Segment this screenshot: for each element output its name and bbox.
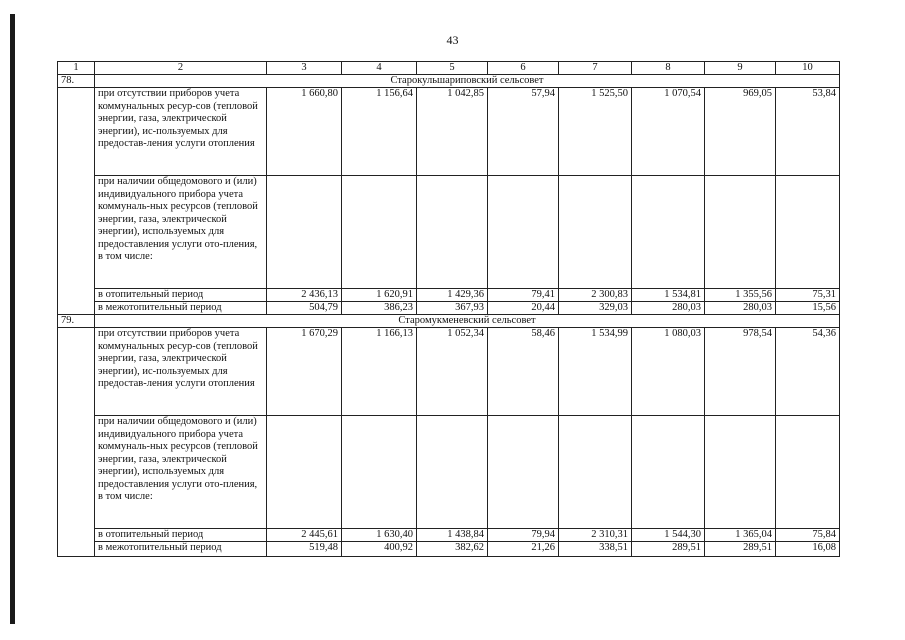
- value-cell: 1 438,84: [417, 529, 488, 542]
- value-cell: 1 070,54: [632, 88, 705, 176]
- value-cell: 1 534,81: [632, 289, 705, 302]
- row-description: при отсутствии приборов учета коммунальных ресур-сов (тепловой энергии, газа, электрической энергии), ис-пользуемых для предостав-ления услуги отопления: [95, 328, 267, 416]
- header-cell: 2: [95, 62, 267, 75]
- value-cell: [705, 176, 776, 289]
- value-cell: 79,94: [488, 529, 559, 542]
- row-description: при наличии общедомового и (или) индивидуального прибора учета коммуналь-ных ресурсов (тепловой энергии, газа, электрической энергии), используемых для предоставления услуги ото-пления, в том числе:: [95, 176, 267, 289]
- section-row: [58, 315, 840, 328]
- value-cell: [632, 416, 705, 529]
- value-cell: [417, 416, 488, 529]
- value-cell: 1 525,50: [559, 88, 632, 176]
- tariff-table: [57, 61, 840, 557]
- value-cell: 1 156,64: [342, 88, 417, 176]
- header-cell: 1: [58, 62, 95, 75]
- value-cell: 1 080,03: [632, 328, 705, 416]
- value-cell: 2 436,13: [267, 289, 342, 302]
- value-cell: 504,79: [267, 302, 342, 315]
- value-cell: 1 166,13: [342, 328, 417, 416]
- header-cell: 9: [705, 62, 776, 75]
- value-cell: 1 365,04: [705, 529, 776, 542]
- row-description: в межотопительный период: [95, 302, 267, 315]
- header-cell: 8: [632, 62, 705, 75]
- table-row: [58, 302, 840, 315]
- value-cell: [267, 176, 342, 289]
- section-number: 78.: [58, 75, 95, 88]
- table-row: [58, 542, 840, 557]
- value-cell: [705, 416, 776, 529]
- value-cell: [776, 416, 840, 529]
- table-row: [58, 176, 840, 289]
- value-cell: 75,84: [776, 529, 840, 542]
- value-cell: [632, 176, 705, 289]
- value-cell: 79,41: [488, 289, 559, 302]
- number-cell-empty: [58, 328, 95, 557]
- value-cell: [267, 416, 342, 529]
- row-description: в межотопительный период: [95, 542, 267, 557]
- table-row: [58, 529, 840, 542]
- header-cell: 6: [488, 62, 559, 75]
- table-row: [58, 88, 840, 176]
- value-cell: [488, 176, 559, 289]
- value-cell: 382,62: [417, 542, 488, 557]
- value-cell: 1 670,29: [267, 328, 342, 416]
- value-cell: 969,05: [705, 88, 776, 176]
- value-cell: 338,51: [559, 542, 632, 557]
- header-cell: 5: [417, 62, 488, 75]
- header-row: [58, 62, 840, 75]
- header-cell: 4: [342, 62, 417, 75]
- row-description: в отопительный период: [95, 529, 267, 542]
- section-number: 79.: [58, 315, 95, 328]
- row-description: при наличии общедомового и (или) индивидуального прибора учета коммуналь-ных ресурсов (тепловой энергии, газа, электрической энергии), используемых для предоставления услуги ото-пления, в том числе:: [95, 416, 267, 529]
- value-cell: 400,92: [342, 542, 417, 557]
- section-name: Старомукменевский сельсовет: [95, 315, 840, 328]
- value-cell: 1 042,85: [417, 88, 488, 176]
- value-cell: 54,36: [776, 328, 840, 416]
- value-cell: 289,51: [705, 542, 776, 557]
- value-cell: 1 660,80: [267, 88, 342, 176]
- value-cell: 1 429,36: [417, 289, 488, 302]
- value-cell: 289,51: [632, 542, 705, 557]
- value-cell: 1 355,56: [705, 289, 776, 302]
- table-row: [58, 289, 840, 302]
- value-cell: 978,54: [705, 328, 776, 416]
- value-cell: 1 534,99: [559, 328, 632, 416]
- section-name: Старокульшариповский сельсовет: [95, 75, 840, 88]
- value-cell: 2 310,31: [559, 529, 632, 542]
- value-cell: 280,03: [632, 302, 705, 315]
- row-description: при отсутствии приборов учета коммунальных ресур-сов (тепловой энергии, газа, электрической энергии), ис-пользуемых для предостав-ления услуги отопления: [95, 88, 267, 176]
- value-cell: [776, 176, 840, 289]
- header-cell: 3: [267, 62, 342, 75]
- value-cell: [417, 176, 488, 289]
- value-cell: 20,44: [488, 302, 559, 315]
- value-cell: [559, 416, 632, 529]
- header-cell: 7: [559, 62, 632, 75]
- value-cell: 280,03: [705, 302, 776, 315]
- value-cell: 57,94: [488, 88, 559, 176]
- table-row: [58, 328, 840, 416]
- value-cell: 58,46: [488, 328, 559, 416]
- value-cell: 2 445,61: [267, 529, 342, 542]
- table-row: [58, 416, 840, 529]
- value-cell: 329,03: [559, 302, 632, 315]
- header-cell: 10: [776, 62, 840, 75]
- value-cell: 16,08: [776, 542, 840, 557]
- value-cell: [488, 416, 559, 529]
- value-cell: 75,31: [776, 289, 840, 302]
- value-cell: 15,56: [776, 302, 840, 315]
- value-cell: 21,26: [488, 542, 559, 557]
- value-cell: [342, 416, 417, 529]
- value-cell: [559, 176, 632, 289]
- value-cell: 367,93: [417, 302, 488, 315]
- scan-edge-bar: [10, 14, 15, 624]
- value-cell: 53,84: [776, 88, 840, 176]
- page-number: 43: [446, 33, 459, 47]
- value-cell: 1 630,40: [342, 529, 417, 542]
- row-description: в отопительный период: [95, 289, 267, 302]
- value-cell: [342, 176, 417, 289]
- value-cell: 386,23: [342, 302, 417, 315]
- value-cell: 519,48: [267, 542, 342, 557]
- number-cell-empty: [58, 88, 95, 315]
- value-cell: 1 620,91: [342, 289, 417, 302]
- value-cell: 1 052,34: [417, 328, 488, 416]
- section-row: [58, 75, 840, 88]
- value-cell: 2 300,83: [559, 289, 632, 302]
- value-cell: 1 544,30: [632, 529, 705, 542]
